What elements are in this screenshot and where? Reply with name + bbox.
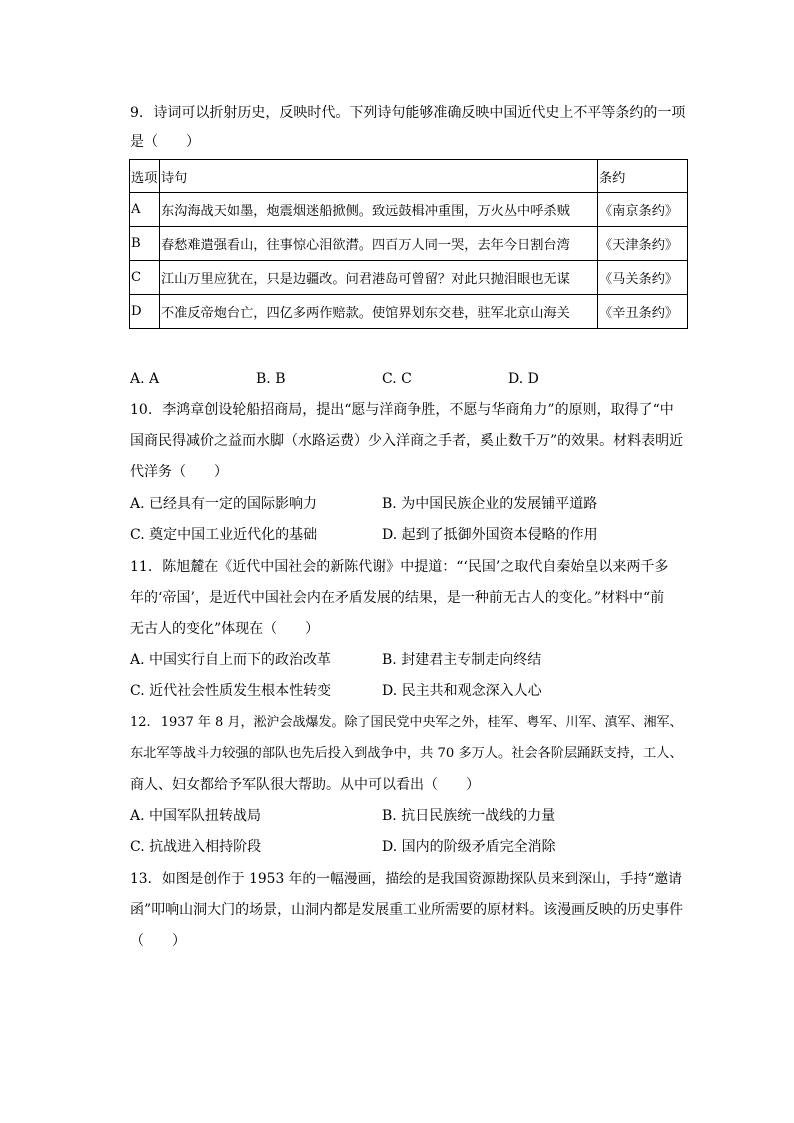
table-cell-poem: 东沟海战天如墨，炮震烟迷船掀侧。致远鼓楫冲重围，万火丛中呼杀贼 — [160, 193, 598, 227]
table-cell-treaty: 《天津条约》 — [598, 227, 688, 261]
question-13-number: 13. — [130, 871, 152, 887]
table-row — [130, 295, 688, 329]
table-header-row — [130, 160, 688, 193]
table-cell-option: B — [130, 227, 160, 261]
table-header-cell: 诗句 — [160, 160, 598, 193]
question-10-option-b: B. 为中国民族企业的发展铺平道路 — [382, 496, 598, 512]
question-12-option-c: C. 抗战进入相持阶段 — [130, 839, 262, 855]
question-10-text: 李鸿章创设轮船招商局，提出“愿与洋商争胜，不愿与华商角力”的原则，取得了“中 — [162, 402, 674, 418]
question-12-line-2: 东北军等战斗力较强的部队也先后投入到战争中，共 70 多万人。社会各阶层踊跃支持，工人、 — [130, 746, 683, 761]
question-10-option-a: A. 已经具有一定的国际影响力 — [130, 496, 318, 512]
question-9-number: 9. — [130, 105, 144, 121]
table-cell-treaty: 《马关条约》 — [598, 261, 688, 295]
question-10-line-2: 国商民得减价之益而水脚（水路运费）少入洋商之手者，奚止数千万”的效果。材料表明近 — [130, 433, 684, 449]
table-row — [130, 227, 688, 261]
question-11-line-1 — [130, 557, 668, 577]
question-12-line-1 — [130, 713, 682, 733]
question-10-line-3: 代洋务（ ） — [130, 464, 228, 480]
question-9-text: 诗词可以折射历史，反映时代。下列诗句能够准确反映中国近代史上不平等条约的一项 — [153, 105, 686, 121]
table-cell-poem: 江山万里应犹在，只是边疆改。问君港岛可曾留？对此只抛泪眼也无谋 — [160, 261, 598, 295]
question-11-number: 11. — [130, 559, 153, 575]
question-13-text: 如图是创作于 1953 年的一幅漫画，描绘的是我国资源勘探队员来到深山，手持“邀请 — [161, 871, 682, 887]
table-row — [130, 193, 688, 227]
question-12-option-d: D. 国内的阶级矛盾完全消除 — [382, 839, 556, 855]
question-12-line-3: 商人、妇女都给予军队很大帮助。从中可以看出（ ） — [130, 777, 480, 793]
question-12-option-a: A. 中国军队扭转战局 — [130, 808, 262, 824]
question-11-line-3: 无古人的变化”体现在（ ） — [130, 621, 320, 637]
question-13-line-2: 函”叩响山洞大门的场景，山洞内都是发展重工业所需要的原材料。该漫画反映的历史事件 — [130, 902, 684, 918]
question-9-option-b: B. B — [256, 371, 286, 387]
table-cell-option: D — [130, 295, 160, 329]
question-9-line-2: 是（ ） — [130, 134, 200, 150]
question-13-line-3: （ ） — [130, 933, 186, 949]
question-11-text: 陈旭麓在《近代中国社会的新陈代谢》中提道：“‘民国’之取代自秦始皇以来两千多 — [162, 559, 669, 575]
question-10-option-d: D. 起到了抵御外国资本侵略的作用 — [382, 527, 598, 543]
question-11-option-d: D. 民主共和观念深入人心 — [382, 683, 542, 699]
question-10-line-1 — [130, 400, 674, 420]
question-9-option-a: A. A — [130, 371, 160, 387]
question-10-number: 10. — [130, 402, 153, 418]
question-11-option-c: C. 近代社会性质发生根本性转变 — [130, 683, 332, 699]
question-11-line-2: 年的‘帝国’，是近代中国社会内在矛盾发展的结果，是一种前无古人的变化。”材料中“前 — [130, 590, 665, 606]
question-9-table — [129, 159, 688, 329]
table-row — [130, 261, 688, 295]
question-12-text: 1937 年 8 月，淞沪会战爆发。除了国民党中央军之外，桂军、粤军、川军、滇军、湘军、 — [160, 715, 683, 730]
table-header-cell: 选项 — [130, 160, 160, 193]
question-11-option-a: A. 中国实行自上而下的政治改革 — [130, 652, 332, 668]
question-9-option-c: C. C — [382, 371, 412, 387]
table-cell-treaty: 《南京条约》 — [598, 193, 688, 227]
table-cell-option: C — [130, 261, 160, 295]
question-9-option-d: D. D — [508, 371, 539, 387]
table-header-cell: 条约 — [598, 160, 688, 193]
question-12-number: 12. — [130, 715, 151, 730]
table-cell-poem: 不准反帝炮台亡，四亿多两作赔款。使馆界划东交巷，驻军北京山海关 — [160, 295, 598, 329]
table-cell-option: A — [130, 193, 160, 227]
table-cell-poem: 春愁难遣强看山，往事惊心泪欲潸。四百万人同一哭，去年今日割台湾 — [160, 227, 598, 261]
question-9-line-1 — [130, 103, 685, 123]
question-12-option-b: B. 抗日民族统一战线的力量 — [382, 808, 556, 824]
question-10-option-c: C. 奠定中国工业近代化的基础 — [130, 527, 318, 543]
table-cell-treaty: 《辛丑条约》 — [598, 295, 688, 329]
question-13-line-1 — [130, 869, 682, 889]
question-11-option-b: B. 封建君主专制走向终结 — [382, 652, 542, 668]
